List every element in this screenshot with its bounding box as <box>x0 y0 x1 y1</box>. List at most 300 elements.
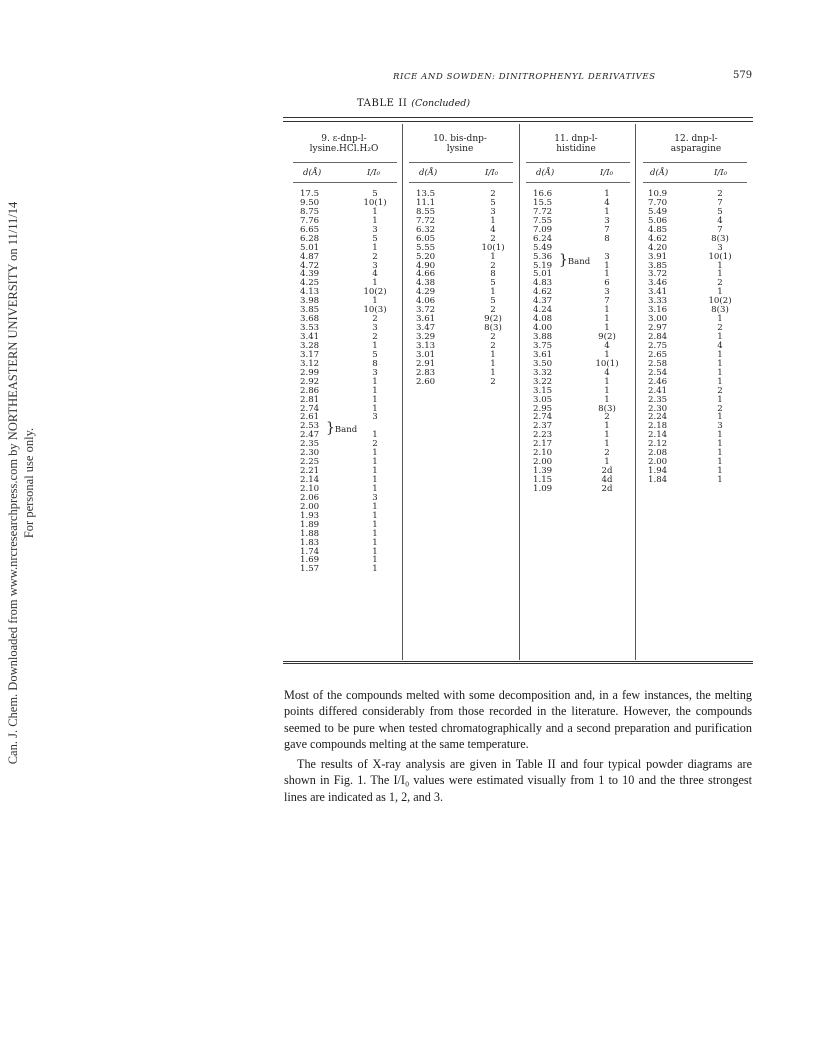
intensity-value: 1 <box>604 376 610 387</box>
intensity-value: 1 <box>717 376 723 387</box>
intensity-value: 1 <box>372 546 378 557</box>
intensity-value: 1 <box>717 269 723 280</box>
d-spacing-value: 7.55 <box>533 215 553 226</box>
intensity-value: 1 <box>604 385 610 396</box>
d-spacing-value: 3.88 <box>533 332 553 342</box>
intensity-value: 10(3) <box>363 305 387 316</box>
d-spacing-value: 2.10 <box>533 448 553 459</box>
d-spacing-value: 3.75 <box>533 340 553 351</box>
d-spacing-value: 8.55 <box>416 206 436 217</box>
intensity-value: 1 <box>604 305 610 316</box>
table-bottom-rule <box>283 661 753 662</box>
d-spacing-value: 3.12 <box>300 358 320 369</box>
intensity-value: 2 <box>372 439 378 450</box>
intensity-value: 1 <box>717 287 723 298</box>
d-spacing-value: 7.09 <box>533 224 553 235</box>
intensity-value: 3 <box>717 242 723 253</box>
d-spacing-column <box>300 190 330 574</box>
intensity-value: 2 <box>490 305 496 316</box>
group-title-line: 11. dnp-l- <box>554 134 598 144</box>
group-title-12 <box>640 134 752 154</box>
header-rule <box>526 182 630 183</box>
d-spacing-value: 3.32 <box>533 367 553 378</box>
d-spacing-value: 3.16 <box>648 305 668 316</box>
intensity-value: 1 <box>372 376 378 387</box>
intensity-value: 2 <box>490 332 496 342</box>
header-rule <box>643 182 747 183</box>
group-rule <box>526 162 630 163</box>
intensity-value: 9(2) <box>598 332 616 342</box>
d-spacing-value: 2.47 <box>300 430 320 441</box>
intensity-value: 1 <box>717 430 723 441</box>
d-spacing-value: 13.5 <box>416 189 436 199</box>
d-spacing-value: 3.61 <box>533 349 553 360</box>
d-spacing-value: 3.17 <box>300 349 320 360</box>
band-bracket-9: }Band <box>326 420 358 436</box>
group-rule <box>409 162 513 163</box>
intensity-value: 4 <box>717 340 723 351</box>
intensity-value: 1 <box>604 394 610 405</box>
d-spacing-value: 2.86 <box>300 385 320 396</box>
intensity-value: 1 <box>604 314 610 325</box>
column-header-intensity: I/I₀ <box>714 168 727 178</box>
intensity-value: 5 <box>372 349 378 360</box>
d-spacing-value: 5.49 <box>648 206 668 217</box>
intensity-value: 2 <box>604 412 610 423</box>
d-spacing-value: 2.00 <box>648 457 668 468</box>
d-spacing-value: 5.36 <box>533 251 553 262</box>
d-spacing-value: 6.32 <box>416 224 436 235</box>
intensity-value: 1 <box>372 519 378 530</box>
column-header-d: d(Å) <box>536 168 555 178</box>
d-spacing-value: 3.72 <box>416 305 436 316</box>
d-spacing-value: 3.05 <box>533 394 553 405</box>
d-spacing-value: 3.41 <box>300 332 320 342</box>
intensity-value: 3 <box>372 367 378 378</box>
header-rule <box>409 182 513 183</box>
intensity-value: 1 <box>717 475 723 485</box>
intensity-value: 8(3) <box>711 233 729 244</box>
d-spacing-value: 2.18 <box>648 421 668 432</box>
d-spacing-value: 1.57 <box>300 564 320 575</box>
intensity-value: 4d <box>601 475 613 485</box>
intensity-value: 1 <box>604 457 610 468</box>
d-spacing-value: 2.75 <box>648 340 668 351</box>
intensity-value: 1 <box>372 537 378 548</box>
intensity-value: 2d <box>601 466 613 477</box>
intensity-value: 8(3) <box>598 403 616 414</box>
column-header-intensity: I/I₀ <box>367 168 380 178</box>
intensity-value: 10(2) <box>708 296 732 307</box>
intensity-value: 10(1) <box>363 197 387 208</box>
intensity-value: 3 <box>372 412 378 423</box>
d-spacing-value: 2.25 <box>300 457 320 468</box>
d-spacing-value: 6.24 <box>533 233 553 244</box>
d-spacing-value: 3.46 <box>648 278 668 289</box>
intensity-value: 1 <box>717 448 723 459</box>
d-spacing-value: 4.72 <box>300 260 320 271</box>
column-header-intensity: I/I₀ <box>600 168 613 178</box>
intensity-value: 1 <box>372 448 378 459</box>
d-spacing-value: 6.28 <box>300 233 320 244</box>
intensity-value: 5 <box>372 233 378 244</box>
d-spacing-value: 2.37 <box>533 421 553 432</box>
intensity-value: 7 <box>604 224 610 235</box>
d-spacing-value: 2.54 <box>648 367 668 378</box>
d-spacing-value: 7.76 <box>300 215 320 226</box>
d-spacing-value: 2.14 <box>300 475 320 485</box>
intensity-value: 10(2) <box>363 287 387 298</box>
d-spacing-value: 3.22 <box>533 376 553 387</box>
intensity-value: 1 <box>604 430 610 441</box>
intensity-value: 2 <box>490 260 496 271</box>
d-spacing-value: 3.01 <box>416 349 436 360</box>
d-spacing-value: 3.91 <box>648 251 668 262</box>
d-spacing-value: 4.38 <box>416 278 436 289</box>
intensity-value: 2 <box>604 448 610 459</box>
d-spacing-value: 4.62 <box>533 287 553 298</box>
paragraph: The results of X-ray analysis are given in Table II and four typical powder diagrams are shown in Fig. 1. The I/I₀ values were estimated visually from 1 to 10 and the three strongest lines are indicated as 1, 2, and 3. <box>284 757 752 804</box>
d-spacing-value: 2.97 <box>648 323 668 334</box>
d-spacing-value: 2.95 <box>533 403 553 414</box>
intensity-value: 4 <box>717 215 723 226</box>
d-spacing-value: 4.29 <box>416 287 436 298</box>
intensity-value: 1 <box>717 466 723 477</box>
body-text <box>284 687 752 805</box>
d-spacing-value: 4.90 <box>416 260 436 271</box>
intensity-value: 1 <box>372 242 378 253</box>
intensity-value: 5 <box>490 296 496 307</box>
intensity-value: 4 <box>604 197 610 208</box>
intensity-value: 3 <box>717 421 723 432</box>
group-title-line: asparagine <box>670 144 722 154</box>
d-spacing-value: 4.37 <box>533 296 553 307</box>
d-spacing-value: 2.12 <box>648 439 668 450</box>
band-label: Band <box>567 257 591 267</box>
d-spacing-value: 2.08 <box>648 448 668 459</box>
intensity-value: 3 <box>372 224 378 235</box>
d-spacing-value: 3.41 <box>648 287 668 298</box>
group-title-line: histidine <box>556 144 596 154</box>
d-spacing-value: 9.50 <box>300 197 320 208</box>
d-spacing-value: 4.62 <box>648 233 668 244</box>
intensity-value: 2 <box>717 189 723 199</box>
d-spacing-value: 3.85 <box>300 305 320 316</box>
d-spacing-value: 4.39 <box>300 269 320 280</box>
d-spacing-value: 6.05 <box>416 233 436 244</box>
intensity-value: 3 <box>372 323 378 334</box>
intensity-value: 1 <box>717 457 723 468</box>
intensity-value: 1 <box>372 340 378 351</box>
d-spacing-value: 2.99 <box>300 367 320 378</box>
intensity-value: 10(1) <box>481 242 505 253</box>
d-spacing-value: 2.65 <box>648 349 668 360</box>
table-caption-suffix: (Concluded) <box>411 98 471 109</box>
intensity-value: 8 <box>604 233 610 244</box>
column-header-d: d(Å) <box>650 168 669 178</box>
d-spacing-value: 3.15 <box>533 385 553 396</box>
intensity-value: 1 <box>490 349 496 360</box>
d-spacing-column <box>416 190 446 387</box>
column-divider <box>519 124 520 660</box>
intensity-value: 1 <box>717 260 723 271</box>
intensity-value: 1 <box>717 394 723 405</box>
download-notice <box>5 193 39 773</box>
intensity-value: 1 <box>717 412 723 423</box>
intensity-value: 8 <box>372 358 378 369</box>
d-spacing-value: 6.65 <box>300 224 320 235</box>
d-spacing-value: 2.92 <box>300 376 320 387</box>
d-spacing-value: 3.50 <box>533 358 553 369</box>
table-top-rule-2 <box>283 121 753 122</box>
group-title-9 <box>288 134 400 154</box>
paragraph: Most of the compounds melted with some decomposition and, in a few instances, the melting points differed considerably from those recorded in the literature. However, the compounds seemed to be pure when tested chromatographically and a second preparation and purification gave compounds melting at the same temperature. <box>284 688 752 751</box>
d-spacing-value: 4.87 <box>300 251 320 262</box>
d-spacing-value: 2.35 <box>300 439 320 450</box>
download-notice-line1: Can. J. Chem. Downloaded from www.nrcresearchpress.com by NORTHEASTERN UNIVERSITY on 11/11/14 <box>6 201 20 765</box>
d-spacing-value: 4.13 <box>300 287 320 298</box>
d-spacing-value: 2.61 <box>300 412 320 423</box>
d-spacing-value: 7.72 <box>533 206 553 217</box>
group-title-11 <box>520 134 632 154</box>
d-spacing-value: 5.06 <box>648 215 668 226</box>
intensity-value: 1 <box>372 501 378 512</box>
intensity-value: 2 <box>717 403 723 414</box>
d-spacing-value: 4.25 <box>300 278 320 289</box>
intensity-value: 1 <box>372 466 378 477</box>
group-title-line: lysine <box>446 144 474 154</box>
d-spacing-value: 2.21 <box>300 466 320 477</box>
d-spacing-column <box>648 190 678 485</box>
group-rule <box>643 162 747 163</box>
d-spacing-value: 3.00 <box>648 314 668 325</box>
d-spacing-value: 3.61 <box>416 314 436 325</box>
column-header-intensity: I/I₀ <box>485 168 498 178</box>
intensity-value: 1 <box>372 385 378 396</box>
d-spacing-value: 3.28 <box>300 340 320 351</box>
d-spacing-value: 2.17 <box>533 439 553 450</box>
intensity-value: 1 <box>604 323 610 334</box>
intensity-value: 3 <box>490 206 496 217</box>
intensity-value: 3 <box>372 260 378 271</box>
intensity-value: 2 <box>490 376 496 387</box>
intensity-value: 5 <box>490 197 496 208</box>
group-title-line: lysine.HCl.H₂O <box>309 144 379 154</box>
intensity-value: 1 <box>490 287 496 298</box>
d-spacing-value: 1.89 <box>300 519 320 530</box>
intensity-value: 3 <box>372 492 378 503</box>
column-divider <box>402 124 403 660</box>
column-divider <box>635 124 636 660</box>
intensity-value: 2 <box>717 323 723 334</box>
intensity-value: 1 <box>717 439 723 450</box>
d-spacing-value: 2.74 <box>533 412 553 423</box>
intensity-value: 5 <box>717 206 723 217</box>
d-spacing-value: 4.24 <box>533 305 553 316</box>
intensity-value: 1 <box>717 358 723 369</box>
intensity-value: 2 <box>372 251 378 262</box>
intensity-column <box>703 190 737 485</box>
d-spacing-value: 15.5 <box>533 197 553 208</box>
table-bottom-rule-2 <box>283 663 753 664</box>
intensity-value: 2 <box>372 332 378 342</box>
d-spacing-value: 2.14 <box>648 430 668 441</box>
d-spacing-value: 1.09 <box>533 483 553 494</box>
d-spacing-value: 2.91 <box>416 358 436 369</box>
intensity-value: 1 <box>372 206 378 217</box>
intensity-value: 4 <box>604 367 610 378</box>
d-spacing-value: 4.20 <box>648 242 668 253</box>
d-spacing-value: 1.93 <box>300 510 320 521</box>
intensity-value: 5 <box>372 189 378 199</box>
intensity-value: 9(2) <box>484 314 502 325</box>
d-spacing-value: 3.85 <box>648 260 668 271</box>
intensity-value: 1 <box>717 314 723 325</box>
intensity-value: 1 <box>372 403 378 414</box>
column-header-d: d(Å) <box>419 168 438 178</box>
header-rule <box>293 182 397 183</box>
intensity-value: 2 <box>490 340 496 351</box>
intensity-value: 1 <box>372 510 378 521</box>
intensity-column <box>358 190 392 574</box>
intensity-value: 2 <box>717 278 723 289</box>
d-spacing-value: 5.19 <box>533 260 553 271</box>
intensity-value: 1 <box>372 278 378 289</box>
d-spacing-value: 2.53 <box>300 421 320 432</box>
d-spacing-value: 5.49 <box>533 242 553 253</box>
intensity-value: 2d <box>601 483 613 494</box>
d-spacing-value: 16.6 <box>533 189 553 199</box>
band-bracket-11: }Band <box>559 252 591 268</box>
d-spacing-value: 3.53 <box>300 323 320 334</box>
intensity-value: 10(1) <box>708 251 732 262</box>
intensity-value: 1 <box>604 260 610 271</box>
intensity-value: 1 <box>372 475 378 485</box>
intensity-value: 3 <box>604 251 610 262</box>
running-header: RICE AND SOWDEN: DINITROPHENYL DERIVATIVES <box>393 72 656 82</box>
d-spacing-value: 2.58 <box>648 358 668 369</box>
intensity-value: 10(1) <box>595 358 619 369</box>
d-spacing-value: 2.23 <box>533 430 553 441</box>
d-spacing-value: 5.55 <box>416 242 436 253</box>
intensity-value: 1 <box>604 421 610 432</box>
group-title-line: 9. ε-dnp-l- <box>321 134 367 144</box>
d-spacing-value: 2.00 <box>533 457 553 468</box>
intensity-value: 5 <box>490 278 496 289</box>
group-rule <box>293 162 397 163</box>
d-spacing-value: 2.00 <box>300 501 320 512</box>
d-spacing-value: 2.30 <box>648 403 668 414</box>
download-notice-line2: For personal use only. <box>22 427 36 539</box>
intensity-value: 1 <box>490 215 496 226</box>
intensity-value: 1 <box>372 215 378 226</box>
intensity-column <box>476 190 510 387</box>
intensity-value: 1 <box>490 251 496 262</box>
d-spacing-value: 3.68 <box>300 314 320 325</box>
table-caption <box>0 98 827 109</box>
d-spacing-value: 1.74 <box>300 546 320 557</box>
table-caption-label: TABLE II <box>356 98 408 109</box>
intensity-column <box>590 190 624 494</box>
d-spacing-value: 1.94 <box>648 466 668 477</box>
intensity-value: 3 <box>604 287 610 298</box>
intensity-value: 4 <box>604 340 610 351</box>
intensity-value: 1 <box>372 296 378 307</box>
intensity-value: 1 <box>490 358 496 369</box>
d-spacing-value: 1.88 <box>300 528 320 539</box>
intensity-value: 3 <box>604 215 610 226</box>
intensity-value: 1 <box>604 439 610 450</box>
d-spacing-value: 1.69 <box>300 555 320 566</box>
d-spacing-value: 3.98 <box>300 296 320 307</box>
intensity-value: 1 <box>372 457 378 468</box>
d-spacing-value: 7.70 <box>648 197 668 208</box>
column-header-d: d(Å) <box>303 168 322 178</box>
d-spacing-value: 2.10 <box>300 483 320 494</box>
intensity-value: 4 <box>372 269 378 280</box>
intensity-value: 1 <box>372 483 378 494</box>
d-spacing-value: 5.01 <box>533 269 553 280</box>
d-spacing-value: 3.72 <box>648 269 668 280</box>
intensity-value: 1 <box>604 189 610 199</box>
d-spacing-value: 10.9 <box>648 189 668 199</box>
d-spacing-column <box>533 190 563 494</box>
intensity-value: 4 <box>490 224 496 235</box>
d-spacing-value: 3.29 <box>416 332 436 342</box>
intensity-value: 7 <box>717 197 723 208</box>
intensity-value: 1 <box>372 564 378 575</box>
d-spacing-value: 3.33 <box>648 296 668 307</box>
d-spacing-value: 3.47 <box>416 323 436 334</box>
d-spacing-value: 2.74 <box>300 403 320 414</box>
intensity-value: 2 <box>490 233 496 244</box>
group-title-line: 10. bis-dnp- <box>433 134 487 144</box>
d-spacing-value: 2.81 <box>300 394 320 405</box>
d-spacing-value: 1.39 <box>533 466 553 477</box>
intensity-value: 1 <box>717 349 723 360</box>
d-spacing-value: 2.35 <box>648 394 668 405</box>
group-title-10 <box>404 134 516 154</box>
d-spacing-value: 4.66 <box>416 269 436 280</box>
intensity-value: 1 <box>604 349 610 360</box>
intensity-value: 6 <box>604 278 610 289</box>
d-spacing-value: 2.84 <box>648 332 668 342</box>
intensity-value: 7 <box>604 296 610 307</box>
intensity-value: 1 <box>717 332 723 342</box>
d-spacing-value: 4.08 <box>533 314 553 325</box>
d-spacing-value: 5.01 <box>300 242 320 253</box>
d-spacing-value: 2.30 <box>300 448 320 459</box>
intensity-value: 2 <box>490 189 496 199</box>
table-top-rule <box>283 117 753 118</box>
intensity-value: 1 <box>372 528 378 539</box>
intensity-value: 1 <box>604 206 610 217</box>
page-number: 579 <box>733 70 753 81</box>
d-spacing-value: 5.20 <box>416 251 436 262</box>
intensity-value: 8(3) <box>711 305 729 316</box>
d-spacing-value: 7.72 <box>416 215 436 226</box>
intensity-value: 1 <box>490 367 496 378</box>
intensity-value: 1 <box>372 430 378 441</box>
intensity-value: 1 <box>372 555 378 566</box>
d-spacing-value: 3.13 <box>416 340 436 351</box>
band-label: Band <box>334 425 358 435</box>
d-spacing-value: 2.06 <box>300 492 320 503</box>
d-spacing-value: 4.06 <box>416 296 436 307</box>
d-spacing-value: 1.15 <box>533 475 553 485</box>
intensity-value: 8 <box>490 269 496 280</box>
d-spacing-value: 2.46 <box>648 376 668 387</box>
